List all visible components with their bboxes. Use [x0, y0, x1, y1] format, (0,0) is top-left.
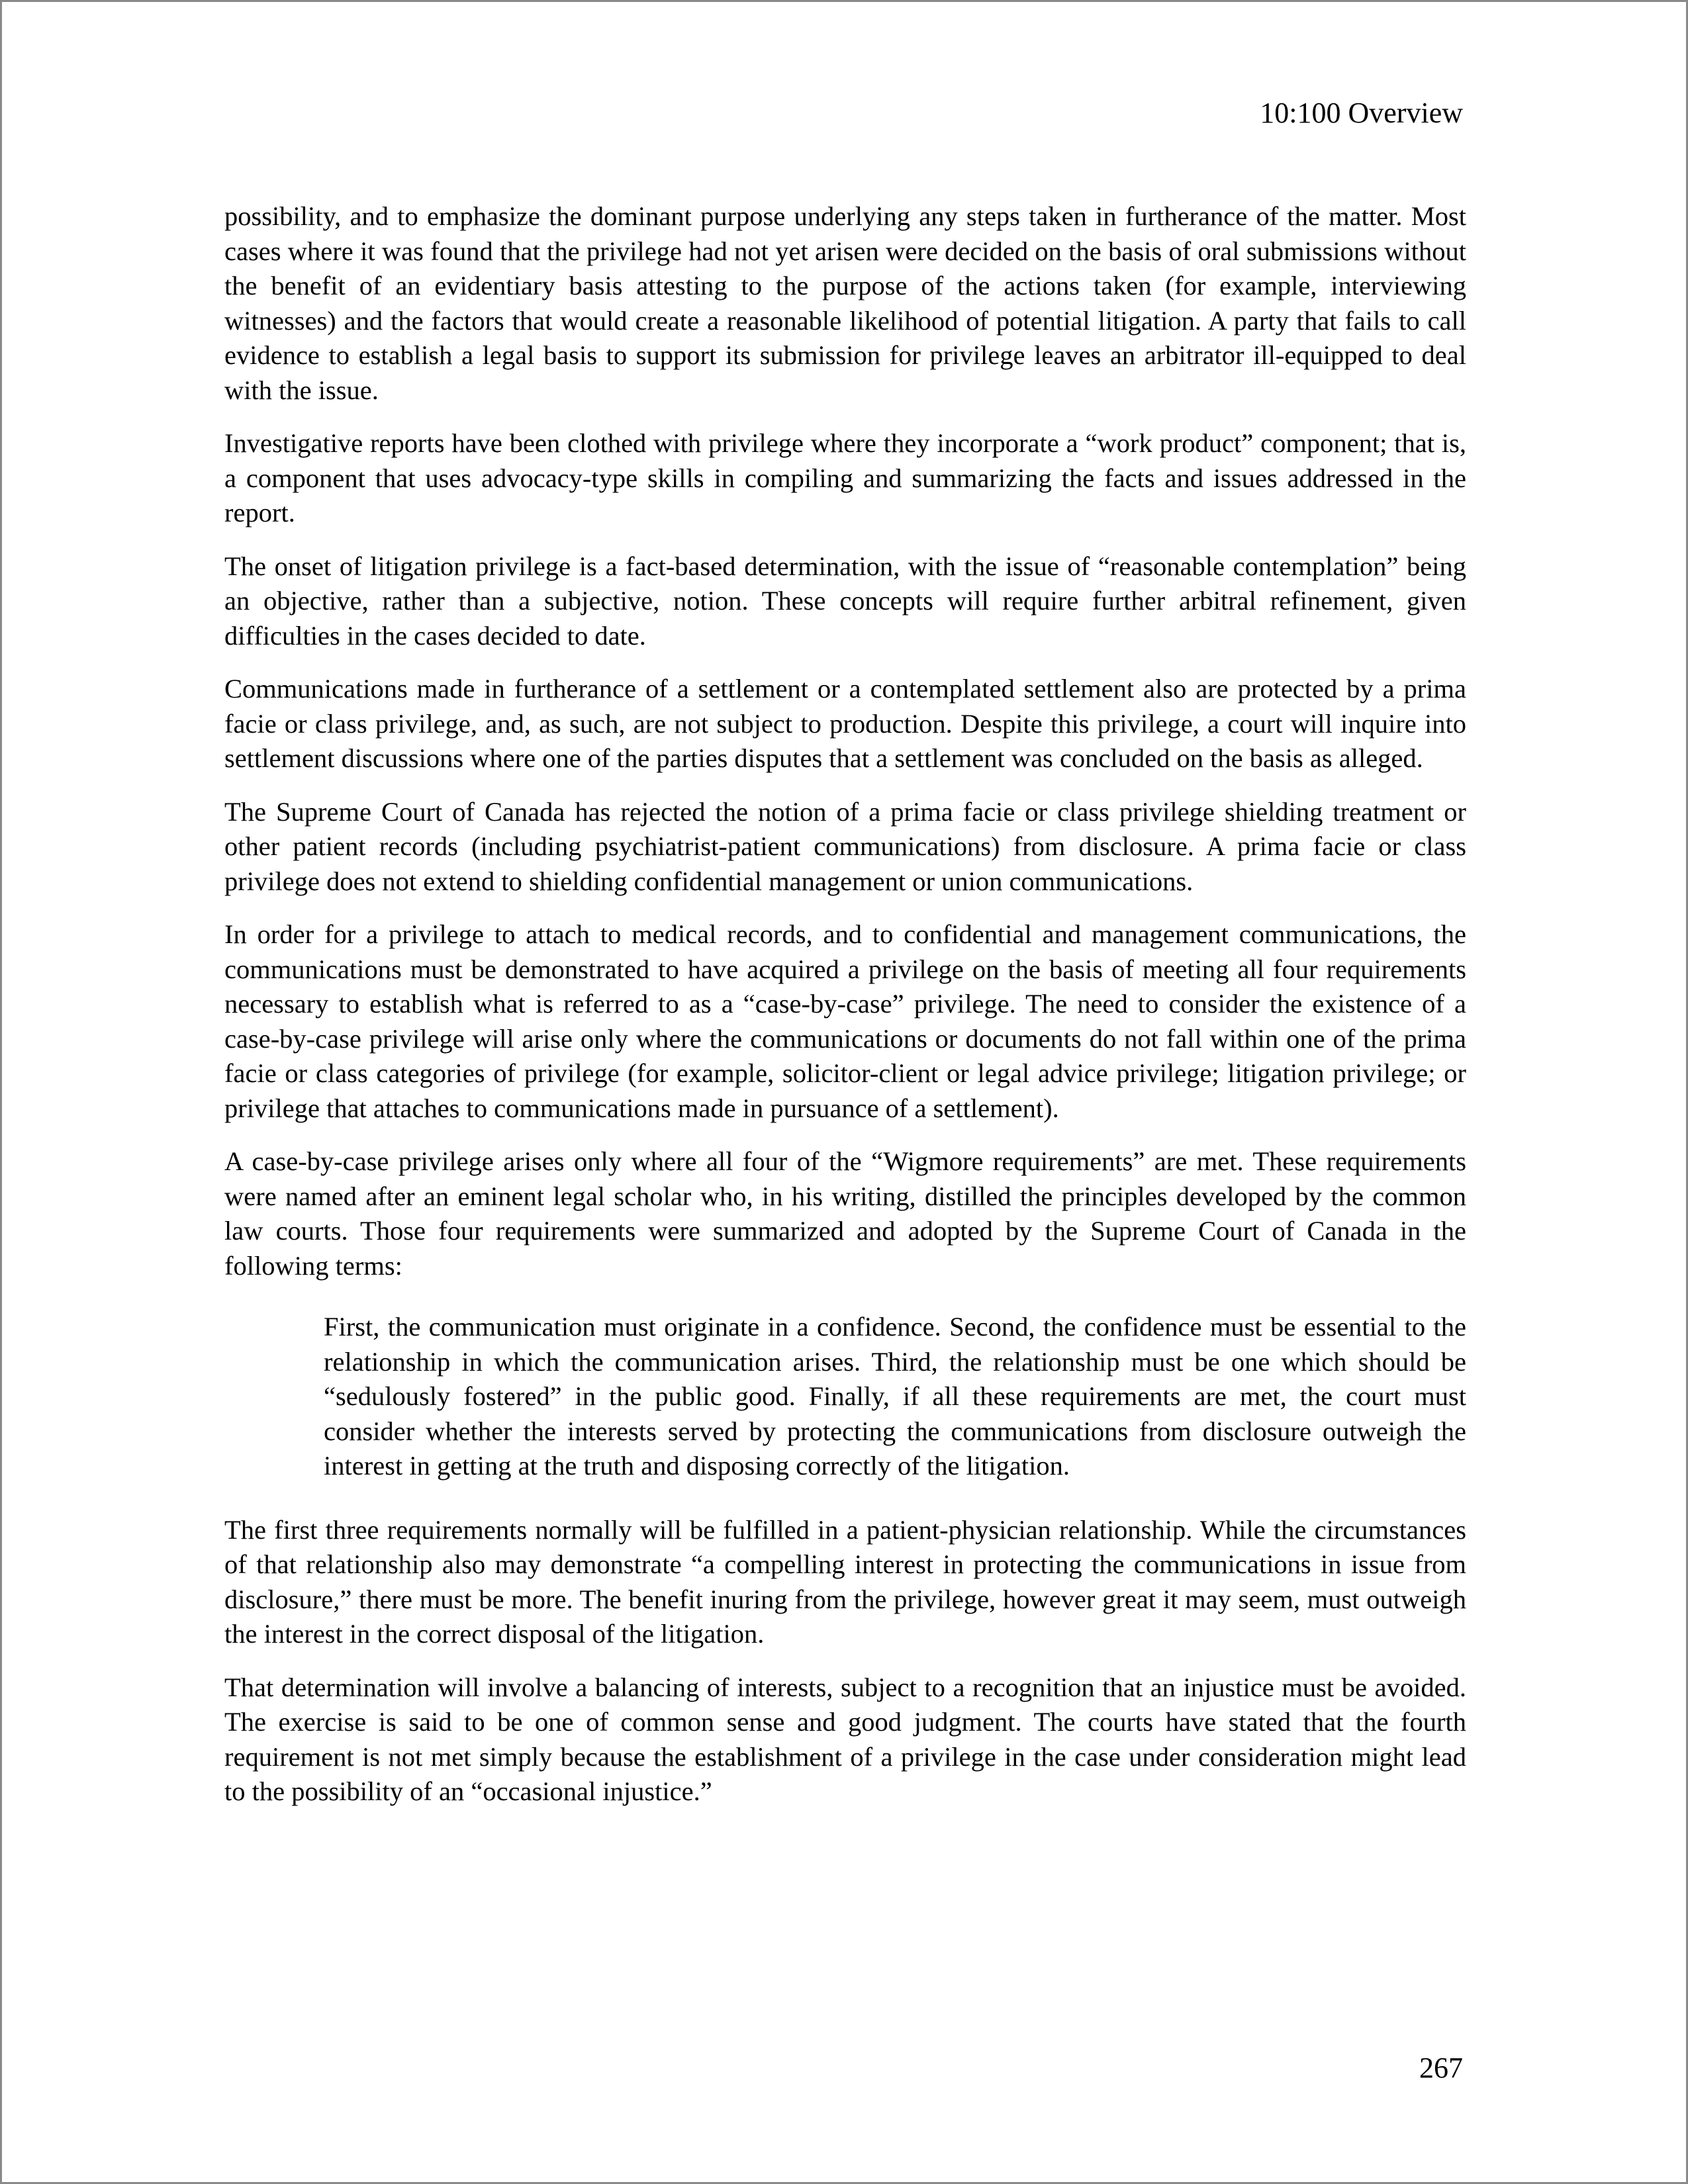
- block-quote: First, the communication must originate in a confidence. Second, the confidence must be essential to the relationship in which the communication arises. Third, the relationship must be one which should be “sedulously fostered” in the public good. Finally, if all these requirements are met, the court must consider whether the interests served by protecting the communications from disclosure outweigh the interest in getting at the truth and disposing correctly of the litigation.: [324, 1312, 1466, 1480]
- paragraph-2: Investigative reports have been clothed with privilege where they incorporate a “work product” component; that is, a component that uses advocacy-type skills in compiling and summarizing the facts and issues addressed in the report.: [224, 428, 1466, 527]
- body-text: [224, 199, 1466, 1828]
- paragraph-3: The onset of litigation privilege is a fact-based determination, with the issue of “reasonable contemplation” being an objective, rather than a subjective, notion. These concepts will require further arbitral refinement, given difficulties in the cases decided to date.: [224, 551, 1466, 651]
- paragraph-7: A case-by-case privilege arises only where all four of the “Wigmore requirements” are met. These requirements were named after an eminent legal scholar who, in his writing, distilled the principles developed by the common law courts. Those four requirements were summarized and adopted by the Supreme Court of Canada in the following terms:: [224, 1146, 1466, 1281]
- paragraph-4: Communications made in furtherance of a settlement or a contemplated settlement also are protected by a prima facie or class privilege, and, as such, are not subject to production. Despite this privilege, a court will inquire into settlement discussions where one of the parties disputes that a settlement was concluded on the basis as alleged.: [224, 674, 1466, 773]
- running-head: 10:100 Overview: [1260, 97, 1463, 129]
- paragraph-1: possibility, and to emphasize the dominant purpose underlying any steps taken in furtherance of the matter. Most cases where it was found that the privilege had not yet arisen were decided on the basis of oral submissions without the benefit of an evidentiary basis attesting to the purpose of the actions taken (for example, interviewing witnesses) and the factors that would create a reasonable likelihood of potential litigation. A party that fails to call evidence to establish a legal basis to support its submission for privilege leaves an arbitrator ill-equipped to deal with the issue.: [224, 201, 1466, 405]
- paragraph-9: That determination will involve a balancing of interests, subject to a recognition that an injustice must be avoided. The exercise is said to be one of common sense and good judgment. The courts have stated that the fourth requirement is not met simply because the establishment of a privilege in the case under consideration might lead to the possibility of an “occasional injustice.”: [224, 1672, 1466, 1806]
- page-number: 267: [1419, 2052, 1463, 2084]
- paragraph-6: In order for a privilege to attach to medical records, and to confidential and management communications, the communications must be demonstrated to have acquired a privilege on the basis of meeting all four requirements necessary to establish what is referred to as a “case-by-case” privilege. The need to consider the existence of a case-by-case privilege will arise only where the communications or documents do not fall within one of the prima facie or class categories of privilege (for example, solicitor-client or legal advice privilege; litigation privilege; or privilege that attaches to communications made in pursuance of a settlement).: [224, 919, 1466, 1123]
- paragraph-8: The first three requirements normally will be fulfilled in a patient-physician relationship. While the circumstances of that relationship also may demonstrate “a compelling interest in protecting the communications in issue from disclosure,” there must be more. The benefit inuring from the privilege, however great it may seem, must outweigh the interest in the correct disposal of the litigation.: [224, 1514, 1466, 1649]
- paragraph-5: The Supreme Court of Canada has rejected the notion of a prima facie or class privilege shielding treatment or other patient records (including psychiatrist-patient communications) from disclosure. A prima facie or class privilege does not extend to shielding confidential management or union communications.: [224, 796, 1466, 896]
